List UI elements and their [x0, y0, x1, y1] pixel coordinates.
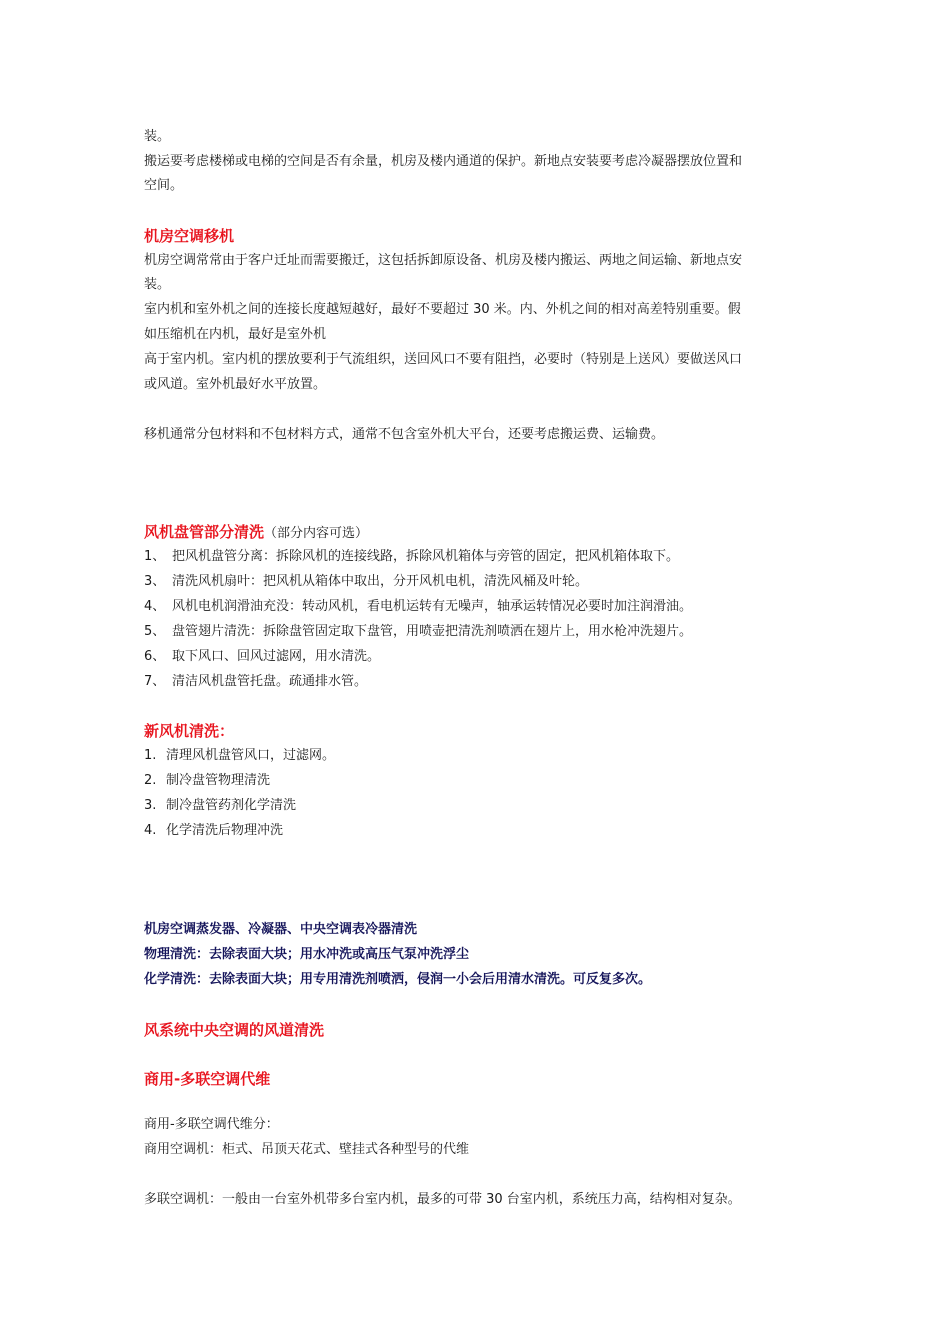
- list-item-number: 3、: [144, 574, 166, 589]
- move-line-3: 室内机和室外机之间的连接长度越短越好，最好不要超过 30 米。内、外机之间的相对高差特别重要。假: [144, 302, 741, 317]
- commercial-line-3: 多联空调机：一般由一台室外机带多台室内机，最多的可带 30 台室内机，系统压力高，结构相对复杂。: [144, 1192, 741, 1207]
- list-item: [144, 822, 283, 840]
- fancoil-title-text: 风机盘管部分清洗: [144, 523, 265, 541]
- commercial-line-1: 商用-多联空调代维分：: [144, 1117, 279, 1132]
- list-item-number: 1.: [144, 748, 157, 763]
- list-item-text: 清理风机盘管风口，过滤网。: [166, 748, 336, 763]
- move-line-1: 机房空调常常由于客户迁址而需要搬迁，这包括拆卸原设备、机房及楼内搬运、两地之间运输、新地点安: [144, 253, 743, 268]
- intro-line-3: 空间。: [144, 178, 184, 193]
- list-item: [144, 673, 367, 691]
- list-item-text: 清洗风机扇叶：把风机从箱体中取出，分开风机电机，清洗风桶及叶轮。: [172, 574, 589, 589]
- fancoil-title-note: （部分内容可选）: [264, 526, 369, 541]
- list-item-text: 制冷盘管药剂化学清洗: [166, 798, 297, 813]
- list-item-number: 4.: [144, 823, 157, 838]
- list-item: [144, 797, 296, 815]
- move-line-4: 如压缩机在内机，最好是室外机: [144, 327, 327, 342]
- section-duct-title: 风系统中央空调的风道清洗: [144, 1021, 325, 1039]
- list-item-number: 4、: [144, 599, 166, 614]
- list-item: [144, 747, 335, 765]
- section-move-title: 机房空调移机: [144, 227, 235, 245]
- list-item-text: 把风机盘管分离：拆除风机的连接线路，拆除风机箱体与旁管的固定，把风机箱体取下。: [172, 549, 680, 564]
- list-item: [144, 623, 692, 641]
- section-newfan-title: 新风机清洗：: [144, 722, 235, 740]
- list-item-text: 制冷盘管物理清洗: [166, 773, 271, 788]
- list-item: [144, 648, 380, 666]
- section-fancoil-title: [144, 522, 368, 544]
- list-item-number: 2.: [144, 773, 157, 788]
- list-item-number: 1、: [144, 549, 166, 564]
- list-item: [144, 573, 588, 591]
- intro-line-2: 搬运要考虑楼梯或电梯的空间是否有余量，机房及楼内通道的保护。新地点安装要考虑冷凝器摆放位置和: [144, 154, 743, 169]
- list-item-number: 6、: [144, 649, 166, 664]
- evap-title: 机房空调蒸发器、冷凝器、中央空调表冷器清洗: [144, 922, 418, 937]
- list-item: [144, 598, 692, 616]
- evap-chemical: 化学清洗：去除表面大块；用专用清洗剂喷洒，侵润一小会后用清水清洗。可反复多次。: [144, 972, 652, 987]
- list-item-text: 风机电机润滑油充没：转动风机，看电机运转有无噪声，轴承运转情况必要时加注润滑油。: [172, 599, 693, 614]
- list-item-text: 化学清洗后物理冲洗: [166, 823, 284, 838]
- move-line-2: 装。: [144, 277, 171, 292]
- evap-physical: 物理清洗：去除表面大块；用水冲洗或高压气泵冲洗浮尘: [144, 947, 470, 962]
- move-line-5: 高于室内机。室内机的摆放要利于气流组织，送回风口不要有阻挡，必要时（特别是上送风）要做送风口: [144, 352, 743, 367]
- list-item-number: 3.: [144, 798, 157, 813]
- section-commercial-title: 商用-多联空调代维: [144, 1070, 271, 1088]
- move-line-6: 或风道。室外机最好水平放置。: [144, 377, 327, 392]
- move-note: 移机通常分包材料和不包材料方式，通常不包含室外机大平台，还要考虑搬运费、运输费。: [144, 427, 665, 442]
- list-item-text: 清洁风机盘管托盘。疏通排水管。: [172, 674, 368, 689]
- list-item-text: 取下风口、回风过滤网，用水清洗。: [172, 649, 381, 664]
- intro-line-1: 装。: [144, 129, 171, 144]
- list-item-number: 5、: [144, 624, 166, 639]
- list-item-number: 7、: [144, 674, 166, 689]
- commercial-line-2: 商用空调机：柜式、吊顶天花式、壁挂式各种型号的代维: [144, 1142, 470, 1157]
- list-item-text: 盘管翅片清洗：拆除盘管固定取下盘管，用喷壶把清洗剂喷洒在翅片上，用水枪冲洗翅片。: [172, 624, 693, 639]
- list-item: [144, 772, 270, 790]
- list-item: [144, 548, 679, 566]
